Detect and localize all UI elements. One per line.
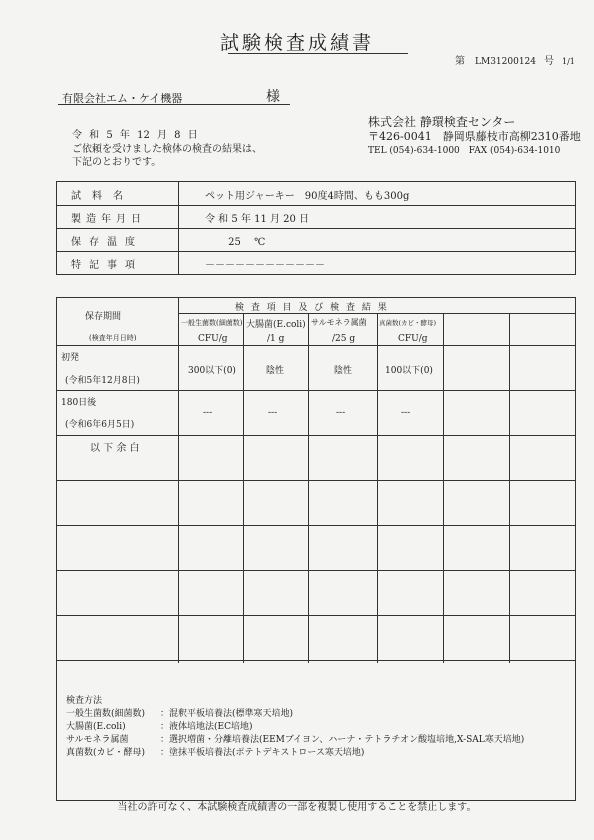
document-number — [455, 52, 575, 67]
test-methods — [66, 695, 524, 760]
row-initial-date: (令和5年12月8日) — [65, 376, 140, 386]
notes-value: －－－－－－－－－－－－ — [205, 260, 325, 271]
mfg-date-value: 令 和 5 年 11 月 20 日 — [205, 214, 310, 225]
storage-temp-label: 保存温度 — [71, 237, 143, 248]
sample-info-row-notes — [57, 251, 575, 274]
unit-general-bacteria: CFU/g — [198, 334, 228, 344]
mfg-date-label: 製造年月日 — [71, 214, 146, 225]
grid-line — [377, 313, 378, 663]
intro-line-1: ご依頼を受けました検体の検査の結果は、 — [72, 144, 262, 155]
sample-value: ペット用ジャーキー 90度4時間、もも300g — [205, 191, 410, 202]
row-initial-ecoli: 陰性 — [266, 366, 285, 376]
grid-line — [57, 570, 575, 571]
grid-line — [57, 615, 575, 616]
title-underline — [228, 53, 408, 54]
document-title: 試験検査成績書 — [219, 32, 374, 54]
sample-info-row-mfg-date — [57, 205, 575, 229]
customer-name: 有限会社エム・ケイ機器 — [62, 92, 183, 105]
storage-temp-value: 25 ℃ — [205, 237, 266, 248]
method-row — [66, 721, 524, 734]
method-item-name: 真菌数(カビ・酵母) — [66, 748, 146, 758]
method-item-desc: ：塗抹平板培養法(ポテトデキストロース寒天培地) — [160, 748, 365, 758]
doc-number-value: LM31200124 — [475, 57, 537, 67]
row-180d-period: 180日後 — [61, 398, 97, 408]
grid-line — [57, 525, 575, 526]
row-initial-fungi: 100以下(0) — [385, 366, 433, 376]
customer-honorific: 様 — [266, 89, 280, 105]
grid-line — [509, 313, 510, 663]
grid-line — [57, 435, 575, 436]
grid-line — [178, 298, 179, 663]
row-180d-salmonella: --- — [336, 408, 346, 418]
grid-line — [57, 660, 575, 661]
row-180d-ecoli: --- — [268, 408, 278, 418]
page-number: 1/1 — [562, 57, 575, 66]
grid-line — [243, 313, 244, 663]
notes-label: 特記事項 — [71, 260, 143, 271]
unit-ecoli: /1 g — [267, 334, 285, 344]
issuer-company: 株式会社 静環検査センター — [368, 115, 516, 129]
doc-number-suffix: 号 — [544, 56, 555, 67]
item-name-fungi: 真菌数(カビ・酵母) — [379, 319, 437, 327]
copyright-notice: 当社の許可なく、本試験検査成績書の一部を複製し使用することを禁止します。 — [117, 802, 477, 813]
row-initial-general-bacteria: 300以下(0) — [188, 366, 236, 376]
grid-line — [443, 313, 444, 663]
row-initial-salmonella: 陰性 — [334, 366, 353, 376]
method-row — [66, 747, 524, 760]
customer-underline — [58, 104, 290, 105]
issuer-tel-fax: TEL (054)-634-1000 FAX (054)-634-1010 — [368, 146, 561, 156]
method-item-desc: ：液体培地法(EC培地) — [160, 722, 253, 732]
methods-heading: 検査方法 — [66, 696, 103, 706]
method-item-name: サルモネラ属菌 — [66, 735, 129, 745]
issue-date: 令 和 5 年 12 月 8 日 — [72, 130, 198, 141]
row-180d-general-bacteria: --- — [203, 408, 213, 418]
grid-line — [308, 313, 309, 663]
period-subheader: (検査年月日時) — [89, 334, 137, 342]
row-initial-period: 初発 — [61, 353, 80, 363]
intro-line-2: 下記のとおりです。 — [72, 157, 162, 168]
row-180d-date: (令和6年6月5日) — [65, 420, 135, 430]
issuer-address: 〒426-0041 静岡県藤枝市高柳2310番地 — [368, 130, 581, 143]
period-header: 保存期間 — [85, 312, 122, 322]
sample-label: 試料名 — [71, 191, 134, 202]
grid-line — [57, 480, 575, 481]
sample-info-row-sample — [57, 182, 575, 206]
grid-line — [57, 345, 575, 346]
item-name-general-bacteria: 一般生菌数(細菌数) — [181, 319, 243, 327]
item-name-ecoli: 大腸菌(E.coli) — [246, 320, 306, 330]
doc-number-prefix: 第 — [455, 56, 465, 67]
row-180d-fungi: --- — [401, 408, 411, 418]
unit-salmonella: /25 g — [332, 334, 356, 344]
method-row — [66, 734, 524, 747]
sample-info-table — [56, 181, 576, 275]
remainder-note: 以 下 余 白 — [90, 443, 140, 454]
sample-info-row-storage-temp — [57, 228, 575, 252]
method-item-desc: ：混釈平板培養法(標準寒天培地) — [160, 709, 294, 719]
results-group-header: 検 査 項 目 及 び 検 査 結 果 — [235, 303, 389, 313]
method-item-desc: ：選択増菌・分離培養法(EEMブイヨン、ハーナ・テトラチオン酸塩培地,X-SAL寒天培地) — [160, 735, 525, 745]
unit-fungi: CFU/g — [398, 334, 428, 344]
grid-line — [57, 390, 575, 391]
method-item-name: 一般生菌数(細菌数) — [66, 709, 146, 719]
method-item-name: 大腸菌(E.coli) — [66, 722, 126, 732]
item-name-salmonella: サルモネラ属菌 — [311, 318, 367, 327]
method-row — [66, 708, 524, 721]
